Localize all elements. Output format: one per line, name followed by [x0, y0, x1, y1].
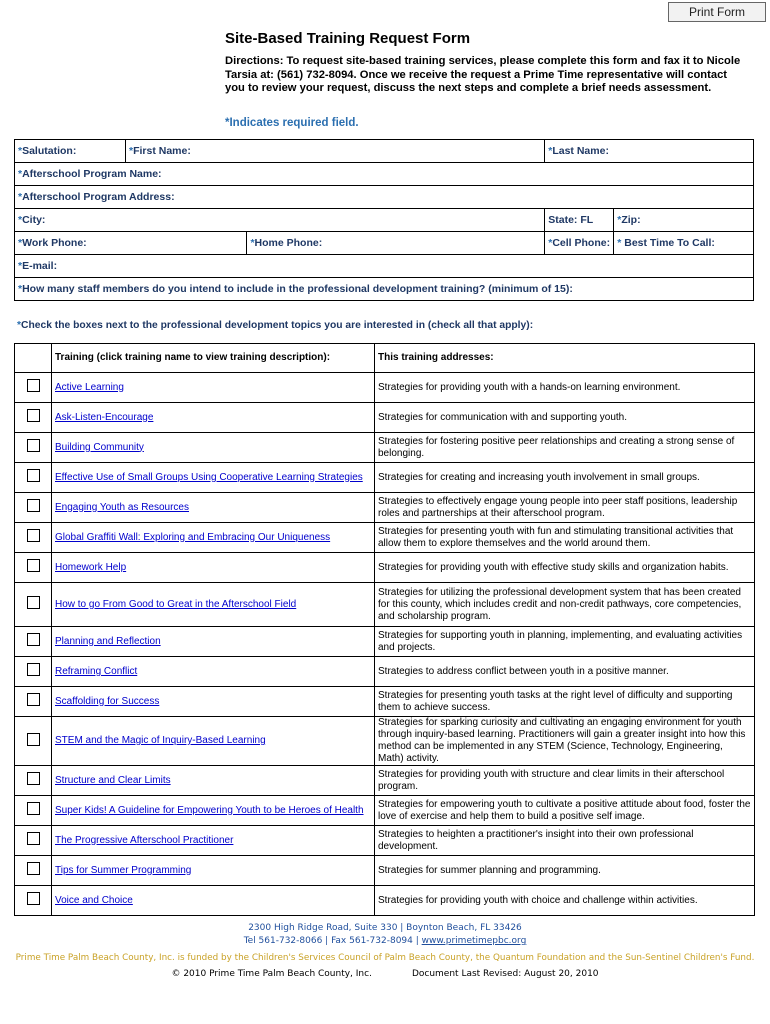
- training-row: [15, 627, 755, 657]
- revision-date: Document Last Revised: August 20, 2010: [411, 969, 599, 979]
- training-row: [15, 403, 755, 433]
- training-checkbox-cell: [15, 717, 52, 766]
- training-desc: Strategies for fostering positive peer relationships and creating a strong sense of belonging.: [375, 433, 755, 463]
- training-name-cell: [52, 463, 375, 493]
- training-name-cell: [52, 886, 375, 916]
- contact-fields-table: [14, 139, 754, 301]
- training-checkbox-cell: [15, 796, 52, 826]
- email-field[interactable]: *E-mail:: [15, 255, 754, 278]
- training-checkbox-cell: [15, 687, 52, 717]
- training-name-cell: [52, 826, 375, 856]
- training-checkbox[interactable]: [27, 663, 40, 676]
- training-name-cell: [52, 403, 375, 433]
- training-desc: Strategies for providing youth with structure and clear limits in their afterschool program.: [375, 766, 755, 796]
- training-name-cell: [52, 583, 375, 627]
- print-form-button[interactable]: Print Form: [668, 2, 766, 22]
- training-name-cell: [52, 433, 375, 463]
- training-name-cell: [52, 766, 375, 796]
- training-link[interactable]: How to go From Good to Great in the Afterschool Field: [55, 598, 297, 610]
- training-checkbox[interactable]: [27, 469, 40, 482]
- footer-copyright: © 2010 Prime Time Palm Beach County, Inc. Document Last Revised: August 20, 2010: [171, 969, 599, 979]
- training-desc: Strategies for utilizing the professional development system that has been created for this county, which includes credit and non-credit pathways, core competencies, and scholarship program.: [375, 583, 755, 627]
- training-checkbox-cell: [15, 627, 52, 657]
- zip-field[interactable]: *Zip:: [614, 209, 754, 232]
- training-desc: Strategies for sparking curiosity and cultivating an engaging environment for youth through inquiry-based learning. Practitioners will gain a greater insight into how this method can be implemented in any STEM (Science, Technology, Engineering, Math) activity.: [375, 717, 755, 766]
- training-link[interactable]: Effective Use of Small Groups Using Cooperative Learning Strategies: [55, 471, 363, 483]
- training-checkbox-cell: [15, 403, 52, 433]
- training-row: [15, 373, 755, 403]
- training-desc: Strategies for presenting youth tasks at the right level of difficulty and supporting them to achieve success.: [375, 687, 755, 717]
- work-phone-field[interactable]: *Work Phone:: [15, 232, 247, 255]
- training-link[interactable]: Scaffolding for Success: [55, 695, 160, 707]
- training-row: [15, 657, 755, 687]
- training-link[interactable]: STEM and the Magic of Inquiry-Based Learning: [55, 735, 266, 746]
- training-name-cell: [52, 856, 375, 886]
- training-checkbox[interactable]: [27, 802, 40, 815]
- required-note: [225, 117, 359, 129]
- required-note-text: Indicates required field.: [229, 117, 359, 129]
- training-desc: Strategies for providing youth with a hands-on learning environment.: [375, 373, 755, 403]
- training-checkbox[interactable]: [27, 862, 40, 875]
- training-checkbox[interactable]: [27, 596, 40, 609]
- website-link[interactable]: www.primetimepbc.org: [421, 936, 527, 946]
- training-link[interactable]: Tips for Summer Programming: [55, 864, 192, 876]
- training-desc: Strategies for creating and increasing youth involvement in small groups.: [375, 463, 755, 493]
- training-checkbox[interactable]: [27, 892, 40, 905]
- training-checkbox[interactable]: [27, 439, 40, 452]
- training-link[interactable]: Ask-Listen-Encourage: [55, 411, 154, 423]
- training-checkbox[interactable]: [27, 633, 40, 646]
- training-checkbox[interactable]: [27, 529, 40, 542]
- training-checkbox[interactable]: [27, 499, 40, 512]
- page-title: Site-Based Training Request Form: [225, 30, 471, 47]
- training-checkbox-cell: [15, 373, 52, 403]
- training-desc: Strategies for supporting youth in planning, implementing, and evaluating activities and projects.: [375, 627, 755, 657]
- training-checkbox[interactable]: [27, 832, 40, 845]
- training-link[interactable]: Voice and Choice: [55, 894, 133, 906]
- training-link[interactable]: Super Kids! A Guideline for Empowering Youth to be Heroes of Health: [55, 804, 364, 816]
- program-address-field[interactable]: *Afterschool Program Address:: [15, 186, 754, 209]
- training-name-cell: [52, 796, 375, 826]
- footer-funding: Prime Time Palm Beach County, Inc. is funded by the Children's Services Council of Palm Beach County, the Quantum Foundation and the Sun-Sentinel Children's Fund.: [15, 953, 755, 963]
- training-name-cell: [52, 657, 375, 687]
- training-link[interactable]: Reframing Conflict: [55, 665, 138, 677]
- training-desc: Strategies for presenting youth with fun and stimulating transitional activities that allow them to explore themselves and the world around them.: [375, 523, 755, 553]
- training-row: [15, 826, 755, 856]
- training-checkbox[interactable]: [27, 733, 40, 746]
- training-link[interactable]: Homework Help: [55, 561, 127, 573]
- training-checkbox-cell: [15, 766, 52, 796]
- training-link[interactable]: Engaging Youth as Resources: [55, 501, 189, 513]
- training-checkbox-cell: [15, 856, 52, 886]
- first-name-field[interactable]: *First Name:: [126, 140, 545, 163]
- training-row: [15, 886, 755, 916]
- training-checkbox[interactable]: [27, 409, 40, 422]
- training-link[interactable]: Building Community: [55, 441, 144, 453]
- header-training: Training (click training name to view training description):: [52, 344, 375, 373]
- best-time-field[interactable]: * Best Time To Call:: [614, 232, 754, 255]
- training-desc: Strategies to heighten a practitioner's insight into their own professional development.: [375, 826, 755, 856]
- training-checkbox-cell: [15, 826, 52, 856]
- training-row: [15, 493, 755, 523]
- training-link[interactable]: Planning and Reflection: [55, 635, 161, 647]
- training-checkbox-cell: [15, 583, 52, 627]
- training-checkbox-cell: [15, 523, 52, 553]
- training-checkbox-cell: [15, 463, 52, 493]
- training-desc: Strategies for providing youth with choice and challenge within activities.: [375, 886, 755, 916]
- salutation-field[interactable]: *Salutation:: [15, 140, 126, 163]
- training-checkbox-cell: [15, 886, 52, 916]
- training-checkbox[interactable]: [27, 559, 40, 572]
- training-name-cell: [52, 627, 375, 657]
- directions-text: Directions: To request site-based training services, please complete this form and fax it to Nicole Tarsia at: (561) 732-8094. Once we receive the request a Prime Time representative will contact you to review your request, discuss the next steps and complete a brief needs assessment.: [225, 55, 741, 94]
- training-row: [15, 717, 755, 766]
- home-phone-field[interactable]: *Home Phone:: [247, 232, 545, 255]
- training-checkbox-cell: [15, 553, 52, 583]
- last-name-field[interactable]: *Last Name:: [545, 140, 754, 163]
- training-name-cell: [52, 493, 375, 523]
- training-checkbox[interactable]: [27, 693, 40, 706]
- training-topics-table: [14, 343, 755, 916]
- training-checkbox[interactable]: [27, 772, 40, 785]
- training-name-cell: [52, 373, 375, 403]
- training-desc: Strategies for providing youth with effective study skills and organization habits.: [375, 553, 755, 583]
- training-checkbox-cell: [15, 433, 52, 463]
- training-checkbox-cell: [15, 657, 52, 687]
- training-name-cell: [52, 553, 375, 583]
- training-checkbox[interactable]: [27, 379, 40, 392]
- header-addresses: This training addresses:: [375, 344, 755, 373]
- header-checkbox-col: [15, 344, 52, 373]
- training-row: [15, 583, 755, 627]
- training-name-cell: [52, 523, 375, 553]
- training-row: [15, 463, 755, 493]
- training-row: [15, 856, 755, 886]
- training-desc: Strategies for empowering youth to cultivate a positive attitude about food, foster the love of exercise and help them to build a positive self image.: [375, 796, 755, 826]
- training-row: [15, 433, 755, 463]
- cell-phone-field[interactable]: *Cell Phone:: [545, 232, 614, 255]
- training-row: [15, 523, 755, 553]
- state-field: State: FL: [545, 209, 614, 232]
- training-name-cell: [52, 687, 375, 717]
- training-desc: Strategies for summer planning and programming.: [375, 856, 755, 886]
- required-star: *: [225, 117, 230, 129]
- training-link[interactable]: Global Graffiti Wall: Exploring and Embracing Our Uniqueness: [55, 531, 331, 543]
- training-link[interactable]: The Progressive Afterschool Practitioner: [55, 834, 234, 846]
- staff-count-field[interactable]: *How many staff members do you intend to include in the professional development training? (minimum of 15):: [15, 278, 754, 301]
- training-row: [15, 766, 755, 796]
- training-desc: Strategies to effectively engage young people into peer staff positions, leadership roles and partnerships at their afterschool program.: [375, 493, 755, 523]
- training-checkbox-cell: [15, 493, 52, 523]
- training-link[interactable]: Structure and Clear Limits: [55, 774, 171, 786]
- training-link[interactable]: Active Learning: [55, 381, 124, 393]
- footer-contact: Tel 561-732-8066 | Fax 561-732-8094 | www.primetimepbc.org: [243, 936, 527, 946]
- training-row: [15, 687, 755, 717]
- training-desc: Strategies for communication with and supporting youth.: [375, 403, 755, 433]
- check-topics-note: *Check the boxes next to the professional development topics you are interested in (check all that apply):: [17, 320, 534, 331]
- training-row: [15, 796, 755, 826]
- training-name-cell: [52, 717, 375, 766]
- training-desc: Strategies to address conflict between youth in a positive manner.: [375, 657, 755, 687]
- training-row: [15, 553, 755, 583]
- program-name-field[interactable]: *Afterschool Program Name:: [15, 163, 754, 186]
- city-field[interactable]: *City:: [15, 209, 545, 232]
- footer-address: 2300 High Ridge Road, Suite 330 | Boynton Beach, FL 33426: [248, 923, 522, 933]
